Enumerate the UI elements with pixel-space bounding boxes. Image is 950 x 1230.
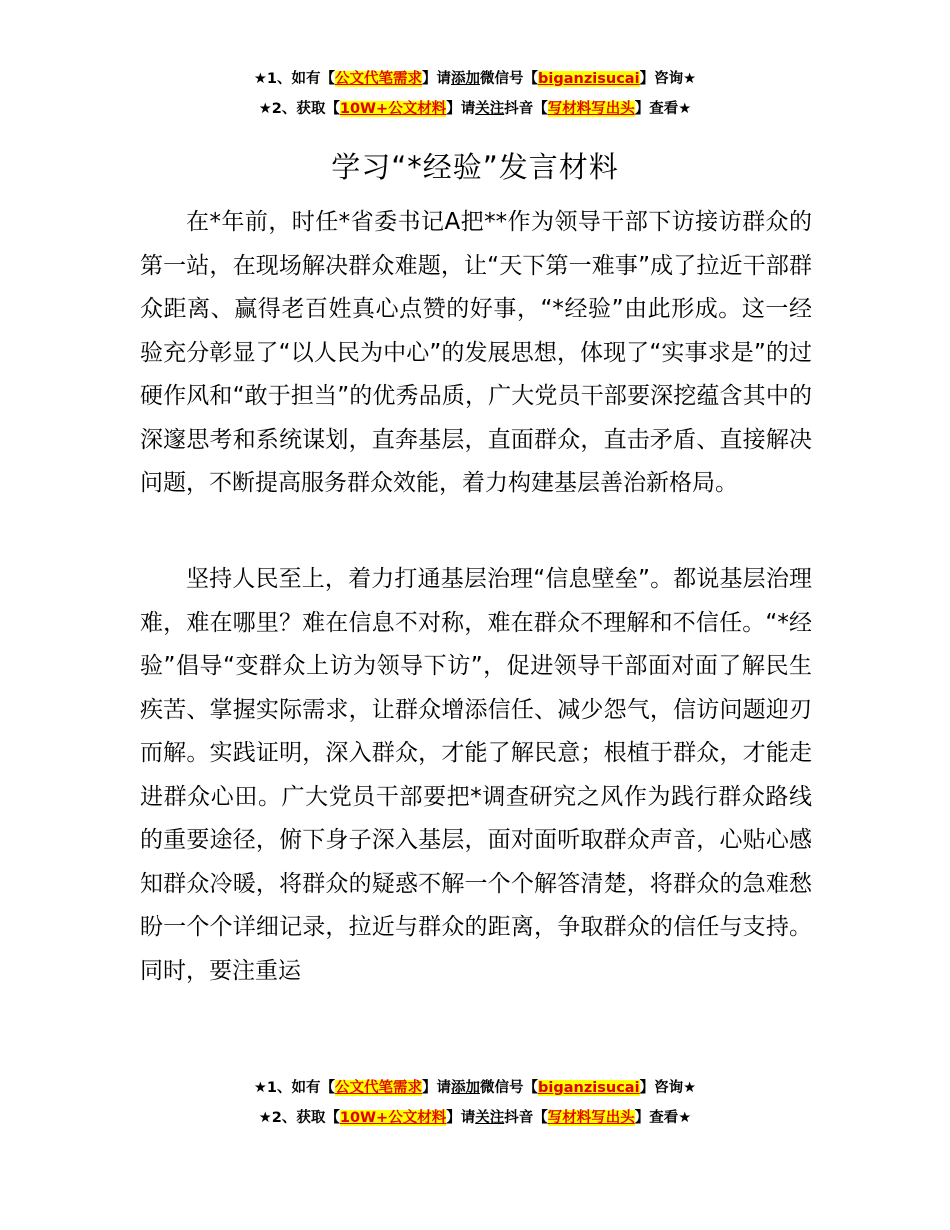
document-body-section-1 [140, 201, 812, 506]
banner-text: 】咨询★ [639, 1080, 697, 1096]
banner-underlined-text: 添加 [451, 1080, 481, 1096]
banner-text: 】查看★ [634, 101, 692, 117]
banner-text: 】请 [422, 71, 452, 87]
wechat-id-highlight: biganzisucai [538, 1080, 640, 1096]
ghostwriting-highlight: 公文代笔需求 [335, 71, 423, 87]
banner-line-2 [0, 1103, 950, 1133]
materials-highlight: 10W+公文材料 [339, 1110, 447, 1126]
body-paragraph: 坚持人民至上，着力打通基层治理“信息壁垒”。都说基层治理难，难在哪里？难在信息不对称，难在群众不理解和不信任。“*经验”倡导“变群众上访为领导下访”，促进领导干部面对面了解民生疾苦、掌握实际需求，让群众增添信任、减少怨气，信访问题迎刃而解。实践证明，深入群众，才能了解民意；根植于群众，才能走进群众心田。广大党员干部要把*调查研究之风作为践行群众路线的重要途径，俯下身子深入基层，面对面听取群众声音，心贴心感知群众冷暖，将群众的疑惑不解一个个解答清楚，将群众的急难愁盼一个个详细记录，拉近与群众的距离，争取群众的信任与支持。同时，要注重运 [140, 566, 812, 984]
banner-line-2 [0, 94, 950, 124]
banner-text: 】查看★ [634, 1110, 692, 1126]
body-paragraph: 在*年前，时任*省委书记A把**作为领导干部下访接访群众的第一站，在现场解决群众难题，让“天下第一难事”成了拉近干部群众距离、赢得老百姓真心点赞的好事，“*经验”由此形成。这一经验充分彰显了“以人民为中心”的发展思想，体现了“实事求是”的过硬作风和“敢于担当”的优秀品质，广大党员干部要深挖蕴含其中的深邃思考和系统谋划，直奔基层，直面群众，直击矛盾、直接解决问题，不断提高服务群众效能，着力构建基层善治新格局。 [140, 209, 812, 496]
banner-text: 微信号【 [480, 1080, 539, 1096]
banner-line-1 [0, 1073, 950, 1103]
banner-text: ★1、如有【 [253, 1080, 336, 1096]
wechat-id-highlight: biganzisucai [538, 71, 640, 87]
banner-text: 】请 [446, 1110, 476, 1126]
document-body-section-2 [140, 558, 812, 993]
banner-text: ★2、获取【 [258, 101, 340, 117]
banner-underlined-text: 关注 [475, 1110, 505, 1126]
banner-text: 抖音【 [504, 1110, 548, 1126]
banner-text: 抖音【 [504, 101, 548, 117]
douyin-account-highlight: 写材料写出头 [547, 101, 635, 117]
banner-underlined-text: 关注 [475, 101, 505, 117]
materials-highlight: 10W+公文材料 [339, 101, 447, 117]
banner-text: ★2、获取【 [258, 1110, 340, 1126]
banner-line-1 [0, 64, 950, 94]
banner-text: ★1、如有【 [253, 71, 336, 87]
ghostwriting-highlight: 公文代笔需求 [335, 1080, 423, 1096]
banner-underlined-text: 添加 [451, 71, 481, 87]
banner-text: 微信号【 [480, 71, 539, 87]
banner-text: 】请 [422, 1080, 452, 1096]
banner-text: 】请 [446, 101, 476, 117]
header-banner [0, 64, 950, 124]
douyin-account-highlight: 写材料写出头 [547, 1110, 635, 1126]
banner-text: 】咨询★ [639, 71, 697, 87]
document-title: 学习“*经验”发言材料 [331, 150, 619, 184]
footer-banner [0, 1073, 950, 1133]
